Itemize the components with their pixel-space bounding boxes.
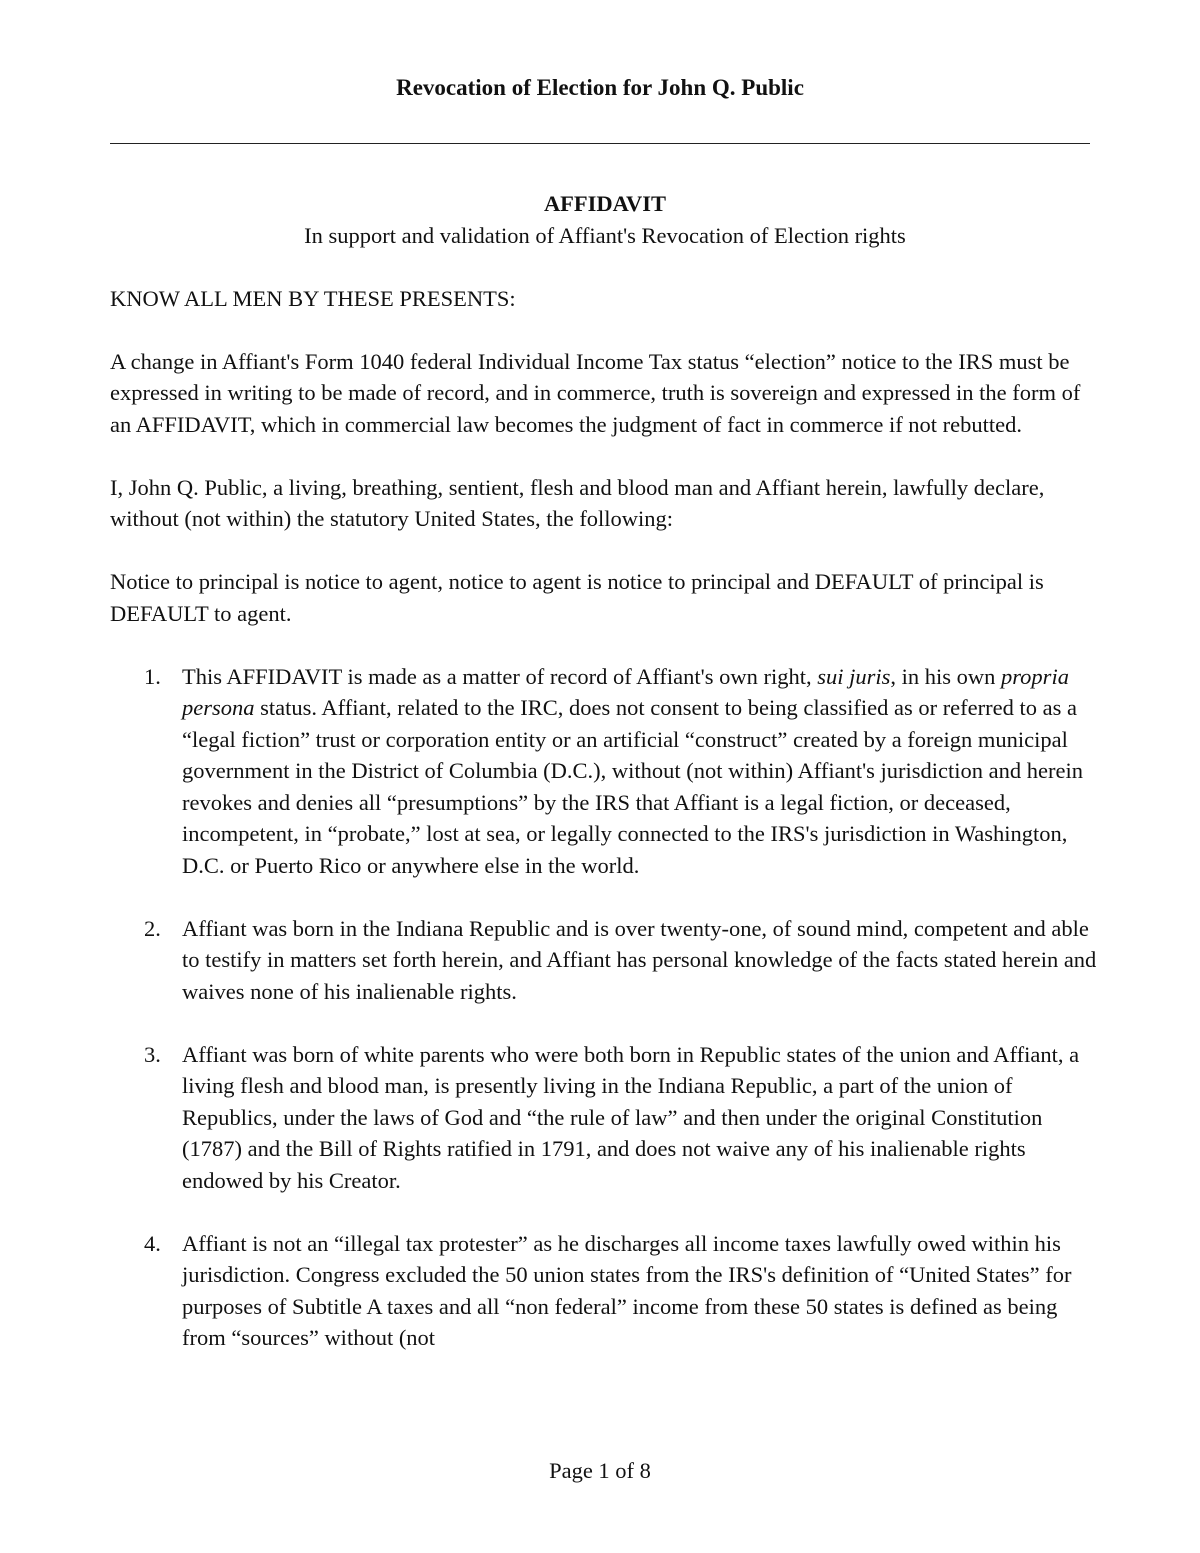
- clause-text-part: This AFFIDAVIT is made as a matter of record of Affiant's own right,: [182, 663, 818, 689]
- salutation: KNOW ALL MEN BY THESE PRESENTS:: [110, 285, 516, 311]
- clause-3: [110, 1039, 1100, 1197]
- page-number: Page 1 of 8: [549, 1458, 651, 1483]
- document-heading: AFFIDAVIT: [543, 191, 667, 216]
- clause-text: Affiant was born in the Indiana Republic and is over twenty-one, of sound mind, competent and able to testify in matters set forth herein, and Affiant has personal knowledge of the facts stated herein and waives none of his inalienable rights.: [182, 915, 1097, 1004]
- page-header-title: Revocation of Election for John Q. Public: [396, 75, 804, 100]
- document-body: [110, 188, 1100, 1354]
- clause-text-part: , in his own: [890, 663, 1002, 689]
- document-subheading: In support and validation of Affiant's Revocation of Election rights: [304, 222, 906, 248]
- clause-latin-term: sui juris: [817, 663, 891, 689]
- clause-text: Affiant is not an “illegal tax protester” as he discharges all income taxes lawfully owed within his jurisdiction. Congress excluded the 50 union states from the IRS's definition of “United States” for purposes of Subtitle A taxes and all “non federal” income from these 50 states is defined as being from “sources” without (not: [182, 1230, 1072, 1350]
- intro-paragraph-3: Notice to principal is notice to agent, notice to agent is notice to principal and DEFAULT of principal is DEFAULT to agent.: [110, 569, 1044, 626]
- intro-paragraph-1: A change in Affiant's Form 1040 federal Individual Income Tax status “election” notice to the IRS must be expressed in writing to be made of record, and in commerce, truth is sovereign and expressed in the form of an AFFIDAVIT, which in commercial law becomes the judgment of fact in commerce if not rebutted.: [110, 348, 1081, 437]
- clause-latin-term: propria persona: [182, 663, 1069, 720]
- header-divider: [110, 143, 1090, 144]
- clause-number: 2.: [144, 915, 161, 941]
- clause-number: 1.: [144, 663, 161, 689]
- clause-1: [110, 661, 1100, 882]
- clause-2: [110, 913, 1100, 1008]
- clause-4: [110, 1228, 1100, 1354]
- clause-text-part: status. Affiant, related to the IRC, does not consent to being classified as or referred to as a “legal fiction” trust or corporation entity or an artificial “construct” created by a foreign municipal government in the District of Columbia (D.C.), without (not within) Affiant's jurisdiction and herein revokes and denies all “presumptions” by the IRS that Affiant is a legal fiction, or deceased, incompetent, in “probate,” lost at sea, or legally connected to the IRS's jurisdiction in Washington, D.C. or Puerto Rico or anywhere else in the world.: [182, 695, 1083, 878]
- clause-number: 4.: [144, 1230, 161, 1256]
- clause-list: [110, 661, 1100, 1354]
- intro-paragraph-2: I, John Q. Public, a living, breathing, sentient, flesh and blood man and Affiant herein, lawfully declare, without (not within) the statutory United States, the following:: [110, 474, 1045, 531]
- clause-number: 3.: [144, 1041, 161, 1067]
- clause-text: Affiant was born of white parents who were both born in Republic states of the union and Affiant, a living flesh and blood man, is presently living in the Indiana Republic, a part of the union of Republics, under the laws of God and “the rule of law” and then under the original Constitution (1787) and the Bill of Rights ratified in 1791, and does not waive any of his inalienable rights endowed by his Creator.: [182, 1041, 1080, 1193]
